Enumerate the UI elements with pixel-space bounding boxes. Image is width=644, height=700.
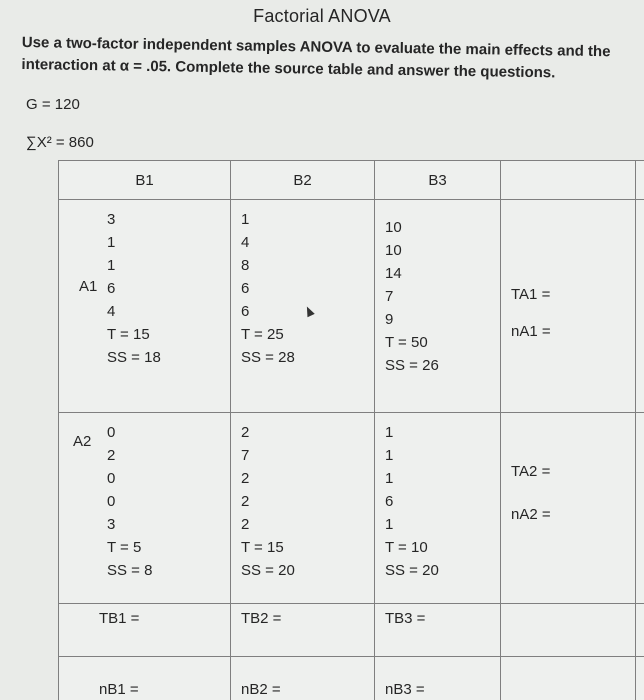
tb1-label: TB1 =: [99, 610, 140, 627]
given-values: [26, 86, 94, 162]
header-b2: B2: [231, 161, 375, 200]
score: 6: [107, 280, 116, 297]
score: 1: [241, 211, 250, 228]
cell-ss: SS = 20: [241, 562, 295, 579]
cell-total: T = 50: [385, 334, 428, 351]
header-b1: B1: [59, 161, 231, 200]
score: 6: [241, 280, 250, 297]
score: 1: [107, 257, 116, 274]
score: 1: [385, 424, 394, 441]
cell-a2-b3: [375, 413, 500, 603]
grand-total: G = 120: [26, 96, 80, 113]
instructions-text: Use a two-factor independent samples ANOVA to evaluate the main effects and the interaction at α = .05. Complete the source table and answer the questions.: [21, 33, 611, 82]
header-totals: [501, 161, 636, 200]
row-label-a2: A2: [73, 433, 92, 450]
cell-a1-b2: [231, 200, 374, 412]
page-title: Factorial ANOVA: [253, 6, 391, 26]
header-b3: B3: [375, 161, 501, 200]
nb2-label: nB2 =: [241, 681, 281, 698]
score: 1: [385, 447, 394, 464]
column-header-row: [59, 161, 644, 200]
na2-label: nA2 =: [511, 506, 551, 523]
score: 7: [241, 447, 250, 464]
cell-ss: SS = 28: [241, 349, 295, 366]
score: 2: [241, 516, 250, 533]
score: 3: [107, 211, 116, 228]
score: 3: [107, 516, 116, 533]
score: 0: [107, 470, 116, 487]
cell-a1-b1: [59, 200, 230, 412]
cell-ss: SS = 20: [385, 562, 439, 579]
nb3-label: nB3 =: [385, 681, 425, 698]
sum-x-squared: ∑X² = 860: [26, 134, 94, 151]
score: 2: [241, 424, 250, 441]
tb2-label: TB2 =: [241, 610, 282, 627]
cell-total: T = 5: [107, 539, 142, 556]
tb3-label: TB3 =: [385, 610, 426, 627]
score: 2: [241, 470, 250, 487]
score: 8: [241, 257, 250, 274]
score: 6: [241, 303, 250, 320]
column-n-row: [59, 657, 644, 700]
nb1-label: nB1 =: [99, 681, 139, 698]
ta2-label: TA2 =: [511, 463, 551, 480]
cell-total: T = 15: [107, 326, 150, 343]
score: 1: [107, 234, 116, 251]
score: 4: [107, 303, 116, 320]
ta1-label: TA1 =: [511, 286, 551, 303]
score: 4: [241, 234, 250, 251]
cell-ss: SS = 26: [385, 357, 439, 374]
score: 2: [107, 447, 116, 464]
anova-data-table: [58, 160, 644, 700]
row-total-a1: [501, 200, 635, 412]
cell-total: T = 15: [241, 539, 284, 556]
row-a2: [59, 413, 644, 604]
cell-a2-b1: [59, 413, 230, 603]
cell-a1-b3: [375, 200, 500, 412]
score: 9: [385, 311, 394, 328]
cell-total: T = 10: [385, 539, 428, 556]
data-table-container: [58, 160, 644, 700]
cell-total: T = 25: [241, 326, 284, 343]
score: 10: [385, 219, 402, 236]
score: 1: [385, 470, 394, 487]
score: 0: [107, 493, 116, 510]
score: 1: [385, 516, 394, 533]
cell-a2-b2: [231, 413, 374, 603]
column-total-row: [59, 604, 644, 657]
cell-ss: SS = 18: [107, 349, 161, 366]
row-label-a1: A1: [79, 278, 98, 295]
row-total-a2: [501, 413, 635, 603]
score: 10: [385, 242, 402, 259]
score: 14: [385, 265, 402, 282]
na1-label: nA1 =: [511, 323, 551, 340]
score: 2: [241, 493, 250, 510]
header-extra: [636, 161, 644, 200]
row-a1: [59, 200, 644, 413]
cell-ss: SS = 8: [107, 562, 153, 579]
score: 0: [107, 424, 116, 441]
score: 7: [385, 288, 394, 305]
score: 6: [385, 493, 394, 510]
